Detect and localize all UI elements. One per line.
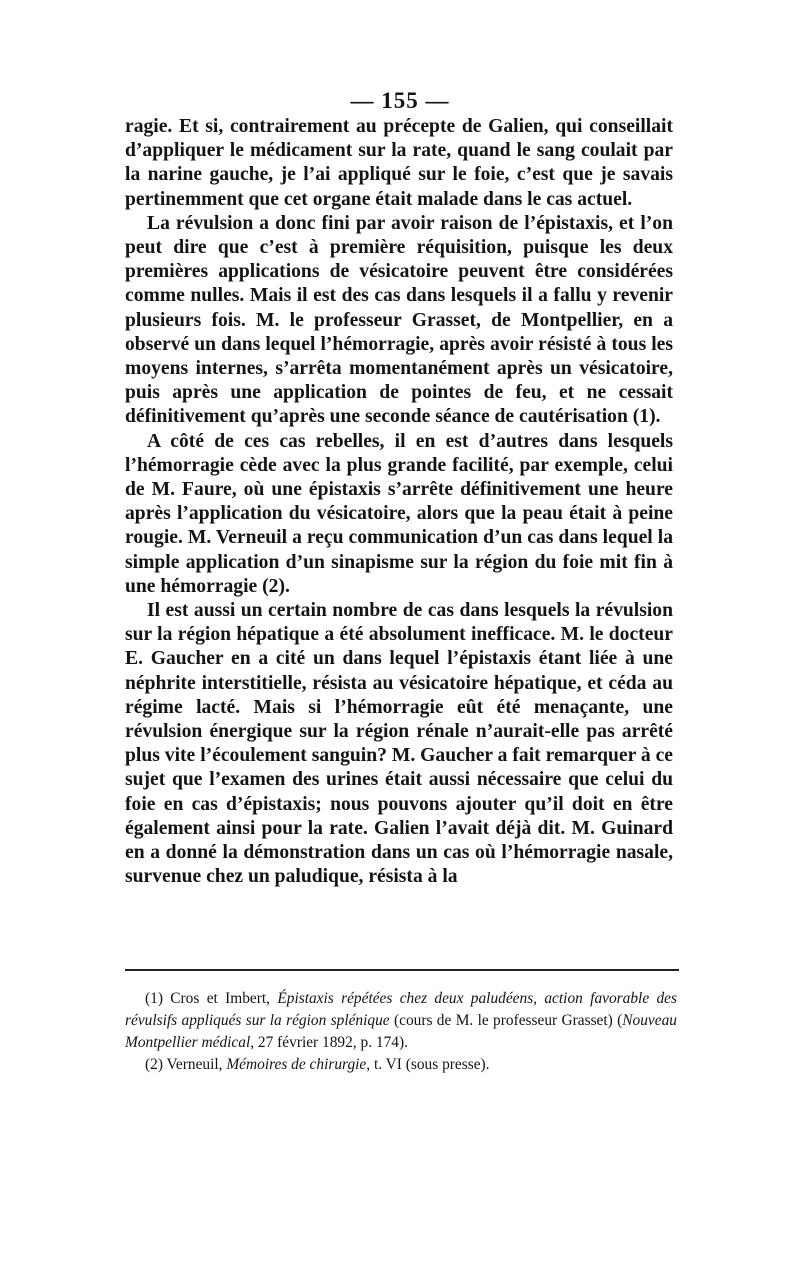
paragraph-3: A côté de ces cas rebelles, il en est d’autres dans lesquels l’hémorragie cède avec la plus grande facilité, par exemple, celui de M. Faure, où une épistaxis s’arrête définitivement une heure après l’application du vésicatoire, alors que la peau était à peine rougie. M. Verneuil a reçu communication d’un cas dans lequel la simple application d’un sinapisme sur la région du foie mit fin à une hémorragie (2). xyxy=(125,430,673,597)
footnotes xyxy=(125,988,677,1076)
footnote-1 xyxy=(125,988,677,1054)
footnote-1-middle: (cours de M. le professeur Grasset) ( xyxy=(389,1012,623,1029)
page-number: — 155 — xyxy=(350,88,450,113)
footnote-1-title: Épistaxis répétées chez deux paludéens, action favorable des révulsifs appliqués sur la région splénique xyxy=(125,990,678,1029)
footnote-2-prefix: (2) Verneuil, xyxy=(145,1056,227,1073)
paragraph-2: La révulsion a donc fini par avoir raison de l’épistaxis, et l’on peut dire que c’est à première réquisition, puisque les deux premières applications de vésicatoire peuvent être considérées comme nulles. Mais il est des cas dans lesquels il a fallu y revenir plusieurs fois. M. le professeur Grasset, de Montpellier, en a observé un dans lequel l’hémorragie, après avoir résisté à tous les moyens internes, s’arrêta momentanément après un vésicatoire, puis après une application de pointes de feu, et ne cessait définitivement qu’après une seconde séance de cautérisation (1). xyxy=(125,212,673,428)
paragraph-4: Il est aussi un certain nombre de cas dans lesquels la révulsion sur la région hépatique a été absolument inefficace. M. le docteur E. Gaucher en a cité un dans lequel l’épistaxis étant liée à une néphrite interstitielle, résista au vésicatoire hépatique, et céda au régime lacté. Mais si l’hémorragie eût été menaçante, une révulsion énergique sur la région rénale n’aurait-elle pas arrêté plus vite l’écoulement sanguin? M. Gaucher a fait remarquer à ce sujet que l’examen des urines était aussi nécessaire que celui du foie en cas d’épistaxis; nous pouvons ajouter qu’il doit en être également ainsi pour la rate. Galien l’avait déjà dit. M. Guinard en a donné la démonstration dans un cas où l’hémorragie nasale, survenue chez un paludique, résista à la xyxy=(125,600,673,888)
paragraph-1: ragie. Et si, contrairement au précepte de Galien, qui conseillait d’appliquer le médicament sur la rate, quand le sang coulait par la narine gauche, je l’ai appliqué sur le foie, c’est que je savais pertinemment que cet organe était malade dans le cas actuel. xyxy=(125,116,673,210)
footnote-2-suffix: , t. VI (sous presse). xyxy=(366,1056,490,1073)
footnote-1-journal: Nouveau Montpellier médical xyxy=(125,1012,677,1051)
footnote-1-prefix: (1) Cros et Imbert, xyxy=(145,990,278,1007)
body-text xyxy=(125,115,673,890)
footnote-2-title: Mémoires de chirurgie xyxy=(226,1056,367,1073)
footnote-2 xyxy=(125,1054,677,1076)
footnote-1-suffix: , 27 février 1892, p. 174). xyxy=(250,1034,408,1051)
footnote-separator xyxy=(125,969,679,971)
